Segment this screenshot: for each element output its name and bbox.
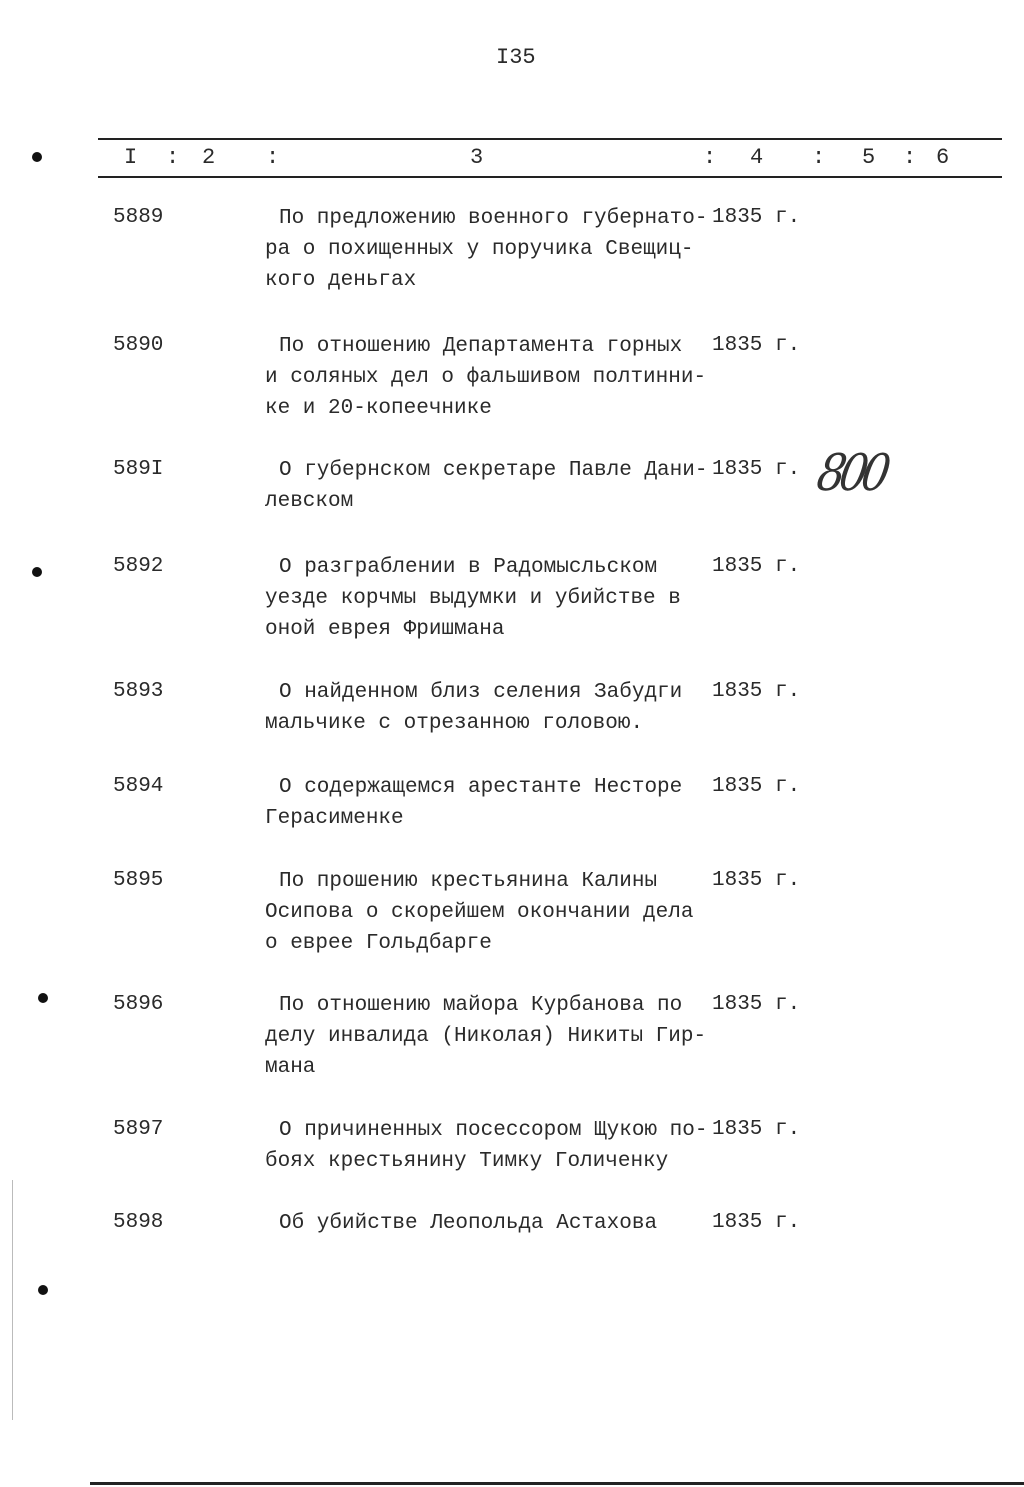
description-line: Герасименке bbox=[265, 807, 404, 830]
entry-number: 5893 bbox=[113, 680, 164, 703]
entry-description bbox=[265, 458, 715, 520]
description-line: кого деньгах bbox=[265, 269, 417, 292]
entry-description bbox=[265, 775, 715, 837]
entry-description bbox=[265, 869, 715, 962]
entry-number: 5898 bbox=[113, 1211, 164, 1234]
entry-year: 1835 г. bbox=[712, 680, 801, 703]
entry-number: 5890 bbox=[113, 334, 164, 357]
entry-description bbox=[265, 993, 715, 1086]
col-sep: : bbox=[266, 145, 280, 170]
col-1-header: I bbox=[124, 145, 138, 170]
description-line: О причиненных посессором Щукою по- bbox=[279, 1119, 708, 1142]
entry-year: 1835 г. bbox=[712, 775, 801, 798]
entry-number: 5894 bbox=[113, 775, 164, 798]
handwritten-note: 800 bbox=[812, 444, 890, 503]
description-line: По предложению военного губернато- bbox=[279, 207, 708, 230]
entry-number: 5895 bbox=[113, 869, 164, 892]
entry-year: 1835 г. bbox=[712, 993, 801, 1016]
description-line: оной еврея Фришмана bbox=[265, 618, 505, 641]
entry-year: 1835 г. bbox=[712, 1211, 801, 1234]
entry-year: 1835 г. bbox=[712, 334, 801, 357]
description-line: О губернском секретаре Павле Дани- bbox=[279, 459, 708, 482]
col-sep: : bbox=[703, 145, 717, 170]
entry-description bbox=[265, 334, 715, 427]
description-line: мальчике с отрезанною головою. bbox=[265, 712, 644, 735]
punch-hole-mark bbox=[38, 1285, 48, 1295]
punch-hole-mark bbox=[32, 152, 42, 162]
entry-description bbox=[265, 555, 715, 648]
col-6-header: 6 bbox=[936, 145, 950, 170]
entry-number: 5896 bbox=[113, 993, 164, 1016]
entry-year: 1835 г. bbox=[712, 555, 801, 578]
description-line: Осипова о скорейшем окончании дела bbox=[265, 901, 694, 924]
punch-hole-mark bbox=[32, 567, 42, 577]
description-line: делу инвалида (Николая) Никиты Гир- bbox=[265, 1025, 707, 1048]
col-5-header: 5 bbox=[862, 145, 876, 170]
header-top-rule bbox=[98, 138, 1002, 140]
entry-year: 1835 г. bbox=[712, 458, 801, 481]
entry-year: 1835 г. bbox=[712, 869, 801, 892]
col-2-header: 2 bbox=[202, 145, 216, 170]
entry-number: 589I bbox=[113, 458, 164, 481]
entry-number: 5897 bbox=[113, 1118, 164, 1141]
description-line: О разграблении в Радомысльском bbox=[279, 556, 658, 579]
description-line: мана bbox=[265, 1056, 316, 1079]
entry-number: 5892 bbox=[113, 555, 164, 578]
description-line: О содержащемся арестанте Несторе bbox=[279, 776, 683, 799]
entry-year: 1835 г. bbox=[712, 206, 801, 229]
description-line: Об убийстве Леопольда Астахова bbox=[279, 1212, 658, 1235]
description-line: боях крестьянину Тимку Голиченку bbox=[265, 1150, 669, 1173]
col-4-header: 4 bbox=[750, 145, 764, 170]
description-line: левском bbox=[265, 490, 354, 513]
col-3-header: 3 bbox=[470, 145, 484, 170]
punch-hole-mark bbox=[38, 993, 48, 1003]
entry-description bbox=[265, 206, 715, 299]
description-line: ра о похищенных у поручика Свещиц- bbox=[265, 238, 694, 261]
entry-number: 5889 bbox=[113, 206, 164, 229]
col-sep: : bbox=[812, 145, 826, 170]
description-line: По прошению крестьянина Калины bbox=[279, 870, 658, 893]
description-line: По отношению Департамента горных bbox=[279, 335, 683, 358]
scan-edge-line bbox=[12, 1180, 13, 1420]
page-number: I35 bbox=[496, 45, 536, 70]
description-line: ке и 20-копеечнике bbox=[265, 397, 492, 420]
bottom-edge-line bbox=[90, 1482, 1024, 1485]
entry-description bbox=[265, 680, 715, 742]
description-line: По отношению майора Курбанова по bbox=[279, 994, 683, 1017]
description-line: уезде корчмы выдумки и убийстве в bbox=[265, 587, 681, 610]
col-sep: : bbox=[903, 145, 917, 170]
header-bottom-rule bbox=[98, 176, 1002, 178]
col-sep: : bbox=[166, 145, 180, 170]
description-line: и соляных дел о фальшивом полтинни- bbox=[265, 366, 707, 389]
description-line: о еврее Гольдбарге bbox=[265, 932, 492, 955]
entry-description bbox=[265, 1118, 715, 1180]
entry-description bbox=[265, 1211, 715, 1242]
entry-year: 1835 г. bbox=[712, 1118, 801, 1141]
description-line: О найденном близ селения Забудги bbox=[279, 681, 683, 704]
